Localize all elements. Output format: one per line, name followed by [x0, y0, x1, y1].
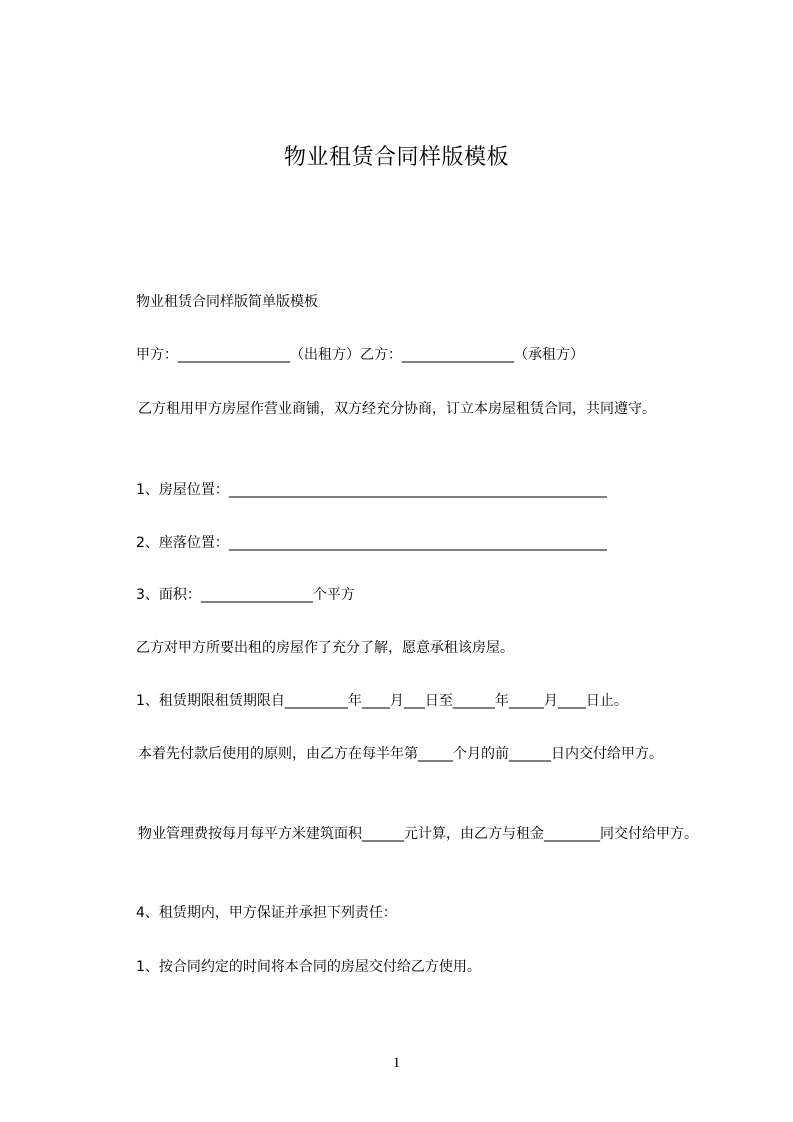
house-address-line: 2、座落位置：______________________________________________________: [136, 535, 607, 551]
payment-paragraph: 本着先付款后使用的原则，由乙方在每半年第_____个月的前______日内交付给甲方。: [138, 746, 663, 762]
understanding-line: 乙方对甲方所要出租的房屋作了充分了解，愿意承租该房屋。: [136, 640, 514, 656]
intro-paragraph: 乙方租用甲方房屋作营业商铺，双方经充分协商，订立本房屋租赁合同，共同遵守。: [138, 401, 656, 417]
parties-line: 甲方：________________（出租方）乙方：________________（承租方）: [136, 347, 584, 363]
landlord-duties-heading: 4、租赁期内，甲方保证并承担下列责任：: [136, 905, 397, 921]
document-subtitle: 物业租赁合同样版简单版模板: [136, 294, 318, 310]
page-number: 1: [392, 1055, 401, 1071]
lease-term-line: 1、租赁期限租赁期限自_________年____月___日至______年_____月____日止。: [136, 693, 628, 709]
area-line: 3、面积：________________个平方: [136, 587, 355, 603]
management-fee-paragraph: 物业管理费按每月每平方米建筑面积______元计算，由乙方与租金________同交付给甲方。: [138, 826, 698, 842]
document-title: 物业租赁合同样版模板: [283, 145, 509, 170]
house-location-line: 1、房屋位置：______________________________________________________: [136, 482, 607, 498]
duty-item-1: 1、按合同约定的时间将本合同的房屋交付给乙方使用。: [136, 959, 481, 975]
